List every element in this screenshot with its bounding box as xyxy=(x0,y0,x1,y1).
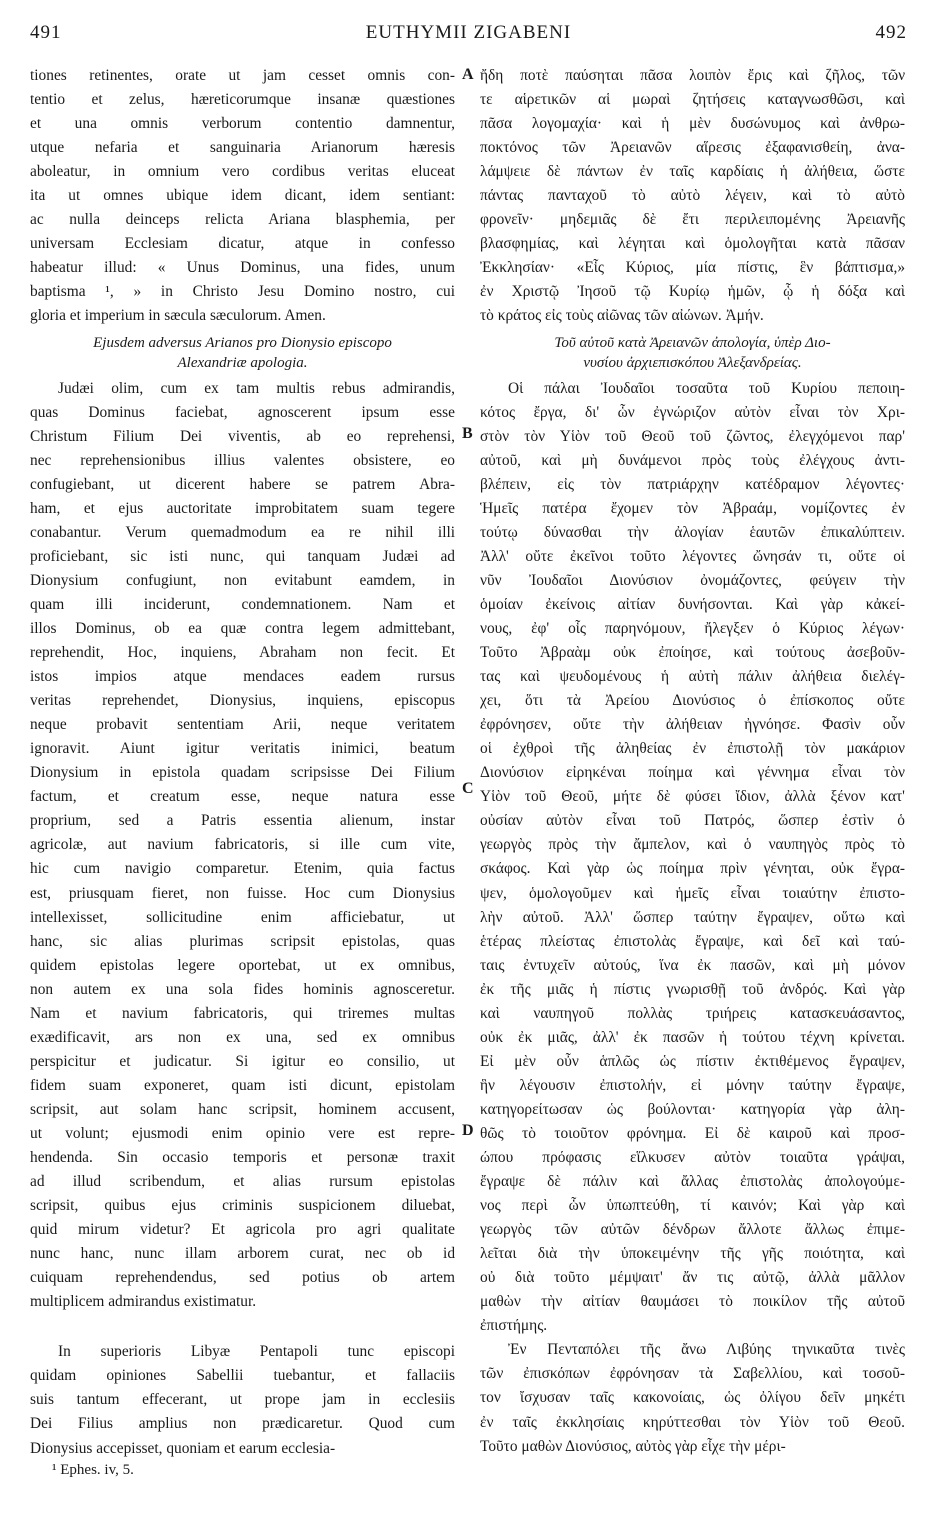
text-line: τούτῳ δύνασθαι τὴν ἀλογίαν ἑαυτῶν ἐπικαλύπτειν. xyxy=(480,523,905,541)
text-line: μαθὼν τὴν αἰτίαν θαυμάσει τὸ ποικίλον τῆς αὐτοῦ xyxy=(480,1293,905,1311)
text-line: suis tantum effecerant, ut prope jam in ecclesiis xyxy=(30,1391,455,1409)
text-line: Nam et navium fabricatoris, qui triremes multas xyxy=(30,1004,455,1022)
text-line: ἔγραψε δὲ πάλιν καὶ ἄλλας ἐπιστολὰς ἀπολογούμε- xyxy=(480,1173,905,1191)
text-line: scripsit, aut solam hanc scripsit, hominem accusent, xyxy=(30,1100,455,1118)
column-gap xyxy=(30,1314,455,1340)
margin-letter-d: D xyxy=(462,1122,474,1139)
text-line: ἐν ταῖς ἐκκλησίαις κηρύττεσθαι τὸν Υἱὸν τοῦ Θεοῦ. xyxy=(480,1413,905,1431)
text-line: λὴν αὐτοῦ. Ἀλλ' ὥσπερ ταύτην ἔγραψεν, οὕτω καὶ xyxy=(480,908,905,926)
text-line: baptisma ¹, » in Christo Jesu Domino nostro, cui xyxy=(30,283,455,301)
text-line: ὁμοίαν ἐκείνοις αἰτίαν δυνήσονται. Καὶ γὰρ κἀκεί- xyxy=(480,595,905,613)
greek-paragraph-3 xyxy=(480,1338,905,1458)
text-line: Ἐν Πενταπόλει τῆς ἄνω Λιβύης τηνικαῦτα τινὲς xyxy=(508,1341,905,1359)
text-line: scripsit, quibus ejus criminis suspicionem diluebat, xyxy=(30,1197,455,1215)
text-line: καὶ ναυπηγοῦ πολλὰς τριήρεις κατασκευάσαντος, xyxy=(480,1004,905,1022)
text-line: ψεν, ὁμολογοῦμεν καὶ ἡμεῖς εἶναι τοιαύτην ἐπιστο- xyxy=(480,884,905,902)
text-line: Ejusdem adversus Arianos pro Dionysio episcopo xyxy=(93,334,392,351)
text-line: πάντας πανταχοῦ τὸ αὐτὸ λέγειν, καὶ τὸ αὐτὸ xyxy=(480,187,905,205)
text-line: reprehendit, Hoc, inquiens, Abraham non fecit. Et xyxy=(30,644,455,662)
text-line: οὐσίαν αὐτὸν εἶναι τοῦ Πατρός, ὥσπερ ἐστὶν ὁ xyxy=(480,812,905,830)
footnote: ¹ Ephes. iv, 5. xyxy=(52,1462,134,1478)
margin-letter-a: A xyxy=(462,66,474,83)
text-line: χει, ὅτι τὰ Ἀρείου Διονύσιος ὁ ἐπίσκοπος οὔτε xyxy=(480,692,905,710)
text-line: confugiebant, ut dicerent habere se patrem Abra- xyxy=(30,475,455,493)
text-line: quidam opiniones Sabellii tuebantur, et fallaciis xyxy=(30,1367,455,1385)
text-line: τε αἱρετικῶν αἱ μωραὶ ζητήσεις καταγνωσθῶσι, καὶ xyxy=(480,91,905,109)
text-line: Dionysium in epistola quadam scripsisse Dei Filium xyxy=(30,764,455,782)
text-line: non autem ex una sola fides hominis agnosceretur. xyxy=(30,980,455,998)
greek-paragraph-2 xyxy=(480,377,905,1339)
text-line: ἐφρόνησεν, οὔτε τὴν ἀλήθειαν ἠγνόησε. Φασὶν οὖν xyxy=(480,716,905,734)
latin-paragraph-3 xyxy=(30,1340,455,1460)
text-line: Οἱ πάλαι Ἰουδαῖοι τοσαῦτα τοῦ Κυρίου πεποιη- xyxy=(508,379,905,397)
text-line: fidem suam exponeret, quam isti dicunt, epistolam xyxy=(30,1076,455,1094)
text-line: οὐκ ἐκ μιᾶς, ἀλλ' ἐκ πασῶν ἡ τούτου τέχνη κρίνεται. xyxy=(480,1028,905,1046)
text-line: ταις ἐντυχεῖν αὐτούς, ἵνα ἐκ πασῶν, καὶ μὴ μόνον xyxy=(480,956,905,974)
text-line: Judæi olim, cum ex tam multis rebus admirandis, xyxy=(58,379,455,397)
text-line: πᾶσα λογομαχία· καὶ ἡ μὲν δυσώνυμος καὶ ἀνθρω- xyxy=(480,115,905,133)
text-line: hic cum navigio comparetur. Etenim, quia factus xyxy=(30,860,455,878)
text-line: ita ut omnes ubique idem dicant, idem sentiant: xyxy=(30,187,455,205)
text-line: Τοῦ αὐτοῦ κατὰ Ἀρειανῶν ἀπολογία, ὑπὲρ Διο- xyxy=(554,334,831,351)
text-line: λάμψειε δὲ πάντων ἐν ταῖς καρδίαις ἡ ἀλήθεια, ὥστε xyxy=(480,163,905,181)
latin-paragraph-2 xyxy=(30,377,455,1315)
text-line: θῶς τὸ τοιοῦτον φρόνημα. Εἰ δὲ καιροῦ καὶ προσ- xyxy=(480,1124,905,1142)
text-line: tiones retinentes, orate ut jam cesset omnis con- xyxy=(30,67,455,84)
text-line: quas Dominus faciebat, agnoscerent ipsum esse xyxy=(30,403,455,421)
text-line: Dei Filius amplius non prædicaretur. Quod cum xyxy=(30,1415,455,1433)
text-line: Ἐκκλησίαν· «Εἷς Κύριος, μία πίστις, ἓν βάπτισμα,» xyxy=(480,259,905,277)
text-line: multiplicem admirandus existimatur. xyxy=(30,1293,257,1311)
text-line: agricolæ, aut navium fabricatoris, si ille cum vite, xyxy=(30,836,455,854)
text-line: hendenda. Sin occasio temporis et personæ traxit xyxy=(30,1149,455,1167)
text-line: νῦν Ἰουδαῖοι Διονύσιον ὀνομάζοντες, φεύγειν τὴν xyxy=(480,571,905,589)
text-line: veritas reprehendet, Dionysius, inquiens, episcopus xyxy=(30,692,455,710)
text-line: στὸν τὸν Υἱὸν τοῦ Θεοῦ τοῦ ζῶντος, ἐλεγχόμενοι παρ' xyxy=(480,427,905,445)
text-line: perspicitur et judicatur. Si igitur eo consilio, ut xyxy=(30,1052,455,1070)
text-line: Τοῦτο μαθὼν Διονύσιος, αὐτὸς γὰρ εἶχε τὴν μέρι- xyxy=(480,1437,786,1455)
latin-paragraph-1 xyxy=(30,64,455,329)
text-line: In superioris Libyæ Pentapoli tunc episcopi xyxy=(58,1343,455,1361)
text-line: νους, ἐφ' οἷς παρηνόμουν, ἤλεγξεν ὁ Κύριος λέγων· xyxy=(480,619,905,637)
text-line: ἑτέρας πλείστας ἐπιστολὰς ἔγραψε, καὶ δεῖ καὶ ταύ- xyxy=(480,932,905,950)
running-header xyxy=(30,22,907,50)
text-line: φρονεῖν· μηδεμιᾶς δὲ ἔτι περιλειπομένης Ἀρειανῆς xyxy=(480,211,905,229)
text-line: aboleatur, in omnium vero cordibus veritas eluceat xyxy=(30,163,455,181)
text-line: ἤδη ποτὲ παύσηται πᾶσα λοιπὸν ἔρις καὶ ζῆλος, τῶν xyxy=(480,67,905,84)
text-line: nec reprehensionibus illius valentes obsistere, eo xyxy=(30,451,455,469)
page-number-right: 492 xyxy=(875,22,907,43)
text-line: τον ἴσχυσαν ταῖς κακονοίαις, ὡς ὀλίγου δεῖν μηκέτι xyxy=(480,1389,905,1407)
text-line: factum, et creatum esse, neque natura esse xyxy=(30,788,455,806)
text-line: istos impios atque mendaces eadem rursus xyxy=(30,668,455,686)
greek-column xyxy=(480,64,905,1459)
running-title: EUTHYMII ZIGABENI xyxy=(365,22,572,43)
text-line: Christum Filium Dei viventis, ab eo reprehensi, xyxy=(30,427,455,445)
text-line: intellexisset, sollicitudine enim afficiebatur, ut xyxy=(30,908,455,926)
text-line: Υἱὸν τοῦ Θεοῦ, μήτε δὲ φύσει ἴδιον, ἀλλὰ ξένον κατ' xyxy=(480,788,905,806)
text-line: τῶν ἐπισκόπων ἐφρόνησαν τὰ Σαβελλίου, καὶ τοσοῦ- xyxy=(480,1365,905,1383)
text-line: ad illud scribendum, et alias rursum epistolas xyxy=(30,1173,455,1191)
text-line: ἐν Χριστῷ Ἰησοῦ τῷ Κυρίῳ ἡμῶν, ᾧ ἡ δόξα καὶ xyxy=(480,283,905,301)
text-line: νυσίου ἀρχιεπισκόπου Ἀλεξανδρείας. xyxy=(583,354,802,371)
latin-section-heading xyxy=(30,333,455,373)
text-line: gloria et imperium in sæcula sæculorum. Amen. xyxy=(30,307,326,325)
text-line: κατηγορείτωσαν ὡς βούλονται· κατηγορία γὰρ ἀλη- xyxy=(480,1100,905,1118)
text-line: λεῖται διὰ τὴν ὑποκειμένην τῆς γῆς ποιότητα, καὶ xyxy=(480,1245,905,1263)
greek-section-heading xyxy=(480,333,905,373)
text-line: Εἰ μὲν οὖν ἁπλῶς ὡς πίστιν ἐκτιθέμενος ἔγραψεν, xyxy=(480,1052,905,1070)
margin-letter-c: C xyxy=(462,780,474,797)
text-line: νος περὶ ὧν ὑπωπτεύθη, τί καινόν; Καὶ γὰρ καὶ xyxy=(480,1197,905,1215)
text-line: neque probavit sententiam Arii, neque veritatem xyxy=(30,716,455,734)
text-line: Ἡμεῖς πατέρα ἔχομεν τὸν Ἀβραάμ, νομίζοντες ἐν xyxy=(480,499,905,517)
text-line: Διονύσιον εἰρηκέναι ποίημα καὶ γέννημα εἶναι τὸν xyxy=(480,764,905,782)
text-line: universam Ecclesiam dicatur, atque in confesso xyxy=(30,235,455,253)
text-line: est, priusquam fieret, non fuisse. Hoc cum Dionysius xyxy=(30,884,455,902)
margin-letter-b: B xyxy=(462,425,473,442)
text-line: τας καὶ ψευδομένους ἡ αὐτὴ πάλιν ἀλήθεια διελέγ- xyxy=(480,668,905,686)
text-line: Ἀλλ' οὔτε ἐκεῖνοι τοῦτο λέγοντες ὤνησάν τι, οὔτε οἱ xyxy=(480,547,905,565)
text-line: nunc hanc, nunc illam arborem curat, nec ob id xyxy=(30,1245,455,1263)
text-line: ham, et ejus auctoritate improbitatem suam tegere xyxy=(30,499,455,517)
text-line: ἐπιστήμης. xyxy=(480,1317,548,1335)
text-line: tentio et zelus, hæreticorumque insanæ quæstiones xyxy=(30,91,455,109)
text-line: τὸ κράτος εἰς τοὺς αἰῶνας τῶν αἰώνων. Ἀμήν. xyxy=(480,307,764,325)
text-line: proprium, sed a Patris essentia alienum, instar xyxy=(30,812,455,830)
text-line: ignoravit. Aiunt igitur veritatis inimici, beatum xyxy=(30,740,455,758)
text-line: βλασφημίας, καὶ λέγηται καὶ ὁμολογῆται κατὰ πᾶσαν xyxy=(480,235,905,253)
text-line: ώπου πρόφασις εἵλκυσεν αὐτὸν τοιαῦτα γράψαι, xyxy=(480,1149,905,1167)
text-line: οἱ ἐχθροὶ τῆς ἀληθείας ἐν ἐπιστολῇ τὸν μακάριον xyxy=(480,740,905,758)
text-line: quid mirum videtur? Et agricola pro agri qualitate xyxy=(30,1221,455,1239)
text-line: cuiquam reprehendendus, sed potius ob artem xyxy=(30,1269,455,1287)
text-line: Dionysius accepisset, quoniam et earum ecclesia- xyxy=(30,1439,336,1457)
text-line: βλέπειν, εἰς τὸν πατριάρχην κατέδραμον λέγοντες· xyxy=(480,475,905,493)
text-line: ac nulla deinceps relicta Ariana blasphemia, per xyxy=(30,211,455,229)
text-line: Τοῦτο Ἀβραὰμ οὐκ ἐποίησε, καὶ τούτους ἀσεβοῦν- xyxy=(480,644,905,662)
text-line: οὐ διὰ τοῦτο μέμψαιτ' ἄν τις αὐτῷ, ἀλλὰ μᾶλλον xyxy=(480,1269,905,1287)
greek-paragraph-1 xyxy=(480,64,905,329)
text-line: ut volunt; ejusmodi enim opinio vere est repre- xyxy=(30,1124,455,1142)
text-line: hanc, sic alias plurimas scripsit epistolas, quas xyxy=(30,932,455,950)
text-line: ἣν λέγουσιν ἐπιστολήν, εἰ μόνην ταύτην ἔγραψε, xyxy=(480,1076,905,1094)
text-line: κότος ἔργα, δι' ὧν ἐγνώριζον αὐτὸν εἶναι τὸν Χρι- xyxy=(480,403,905,421)
text-line: γεωργὸς τῶν αὐτῶν δένδρων ἄλλοτε ἄλλως ἐπιμε- xyxy=(480,1221,905,1239)
text-line: habeatur illud: « Unus Dominus, una fides, unum xyxy=(30,259,455,277)
text-line: et una omnis verborum contentio damnentur, xyxy=(30,115,455,133)
text-line: exædificavit, ars non ex una, sed ex omnibus xyxy=(30,1028,455,1046)
text-line: αὐτοῦ, καὶ μὴ δυνάμενοι πρὸς τοὺς ἐλέγχους ἀντι- xyxy=(480,451,905,469)
text-line: γεωργὸς πρὸς τὴν ἄμπελον, καὶ ὁ ναυπηγὸς πρὸς τὸ xyxy=(480,836,905,854)
text-line: quidem epistolas legere oportebat, ut ex omnibus, xyxy=(30,956,455,974)
latin-column xyxy=(30,64,455,1461)
text-line: quam illi inciderunt, condemnationem. Nam et xyxy=(30,595,455,613)
text-line: proficiebant, sic isti nunc, qui tanquam Judæi ad xyxy=(30,547,455,565)
text-line: utque nefaria et sanguinaria Arianorum hæresis xyxy=(30,139,455,157)
text-line: ἐκ τῆς μιᾶς ἡ πίστις γνωρισθῇ τοῦ ἀνδρός. Καὶ γὰρ xyxy=(480,980,905,998)
text-line: Dionysium confugiunt, non evitabunt eamdem, in xyxy=(30,571,455,589)
text-line: ποκτόνος τῶν Ἀρειανῶν αἵρεσις ἐξαφανισθείη, ἀνα- xyxy=(480,139,905,157)
text-line: conabantur. Verum quemadmodum ea re nihil illi xyxy=(30,523,455,541)
text-line: σκάφος. Καὶ γὰρ ὡς ποίημα πρὶν γένηται, οὐκ ἔγρα- xyxy=(480,860,905,878)
text-line: Alexandriæ apologia. xyxy=(177,354,308,371)
text-line: illos Dominus, ob ea quæ contra legem admittebant, xyxy=(30,619,455,637)
page-number-left: 491 xyxy=(30,22,62,43)
